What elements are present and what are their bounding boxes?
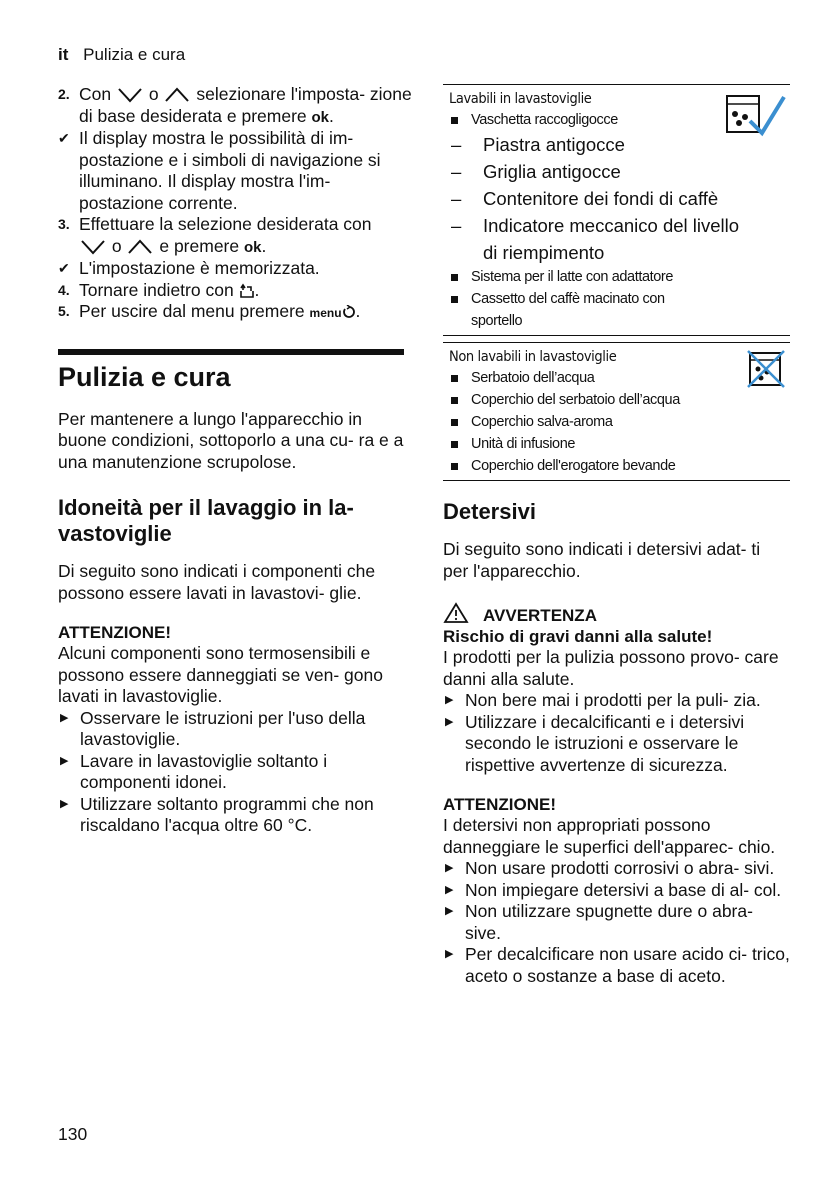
check-icon: ✔ [58,130,70,146]
sub-item: – Contenitore dei fondi di caffè [451,188,719,209]
chevron-up-icon [126,238,154,256]
right-column [443,84,790,987]
warning-icon [443,602,469,624]
list-item [443,901,790,944]
bullet-icon: ▶ [60,711,69,724]
bullet-text: Per decalcificare non usare acido ci- trico, aceto o sostanze a base di aceto. [465,944,790,986]
page-title: Pulizia e cura [58,361,231,392]
bullet-icon: ▶ [60,797,69,810]
warning-subtitle: Rischio di gravi danni alla salute! [443,627,713,646]
sub-item: – Indicatore meccanico del livello di riempimento [451,215,740,263]
attention-title: ATTENZIONE! [443,795,557,814]
dishwasher-safe-table [443,84,790,336]
list-item: Cassetto del caffè macinato con sportello [449,288,701,332]
intro-text: Per mantenere a lungo l'apparecchio in buone condizioni, sottoporlo a una cu- ra e a una manutenzione scrupolose. [58,408,404,472]
bullet-text: Lavare in lavastoviglie soltanto i componenti idonei. [80,750,328,792]
attention-text: Alcuni componenti sono termosensibili e possono essere danneggiati se ven- gono lavati in lavastoviglie. [58,643,383,706]
step-text-2: selezionare l'imposta- zione di base desiderata e premere [79,84,412,126]
step-number: 5. [58,303,70,319]
detergents-intro: Di seguito sono indicati i detersivi adat- ti per l'apparecchio. [443,539,761,581]
step-number: 4. [58,281,70,298]
warning-heading [443,602,790,626]
list-item [443,712,790,777]
check-icon: ✔ [58,260,70,276]
list-item: Vaschetta raccogligocce [449,109,790,131]
step-text: Per uscire dal menu premere [79,301,305,321]
warning-text: I prodotti per la pulizia possono provo- care danni alla salute. [443,647,779,689]
bullet-text: Non usare prodotti corrosivi o abra- sivi. [465,858,775,878]
left-column [58,84,412,837]
list-item: Coperchio salva-aroma [449,411,790,433]
bullet-text: Non utilizzare spugnette dure o abra- sive. [465,901,753,943]
attention-title: ATTENZIONE! [58,623,172,642]
section-heading-detergents: Detersivi [443,499,536,524]
table-title: Non lavabili in lavastoviglie [449,349,617,365]
back-icon [239,283,255,299]
bullet-icon: ▶ [445,715,454,728]
sub-item: – Piastra antigocce [451,134,625,155]
list-item: Coperchio dell'erogatore bevande [449,455,790,477]
result-text: Il display mostra le possibilità di im- postazione e i simboli di navigazione si illuminano. Il display mostra l'im- postazione corrente. [79,128,381,213]
sub-item-text: Indicatore meccanico del livello di riempimento [483,215,740,263]
bullet-icon: ▶ [445,694,454,706]
language-code: it [58,45,69,64]
bullet-icon: ▶ [445,905,454,917]
list-item [58,708,404,751]
step-3 [58,214,404,258]
dishwasher-intro: Di seguito sono indicati i componenti che possono essere lavati in lavastovi- glie. [58,561,376,603]
step-text: Effettuare la selezione desiderata con [79,214,372,234]
list-item [443,690,790,712]
step-end: . [261,235,267,256]
list-item [58,751,404,794]
warning-title: AVVERTENZA [483,606,597,625]
bullet-icon: ▶ [445,862,454,874]
bullet-icon: ▶ [445,948,454,960]
sub-item-text: Piastra antigocce [483,134,625,155]
bullet-text: Non bere mai i prodotti per la puli- zia. [465,690,761,710]
list-item: Serbatoio dell’acqua [449,367,790,389]
attention-text: I detersivi non appropriati possono danneggiare le superfici dell'apparec- chio. [443,815,776,857]
menu-key: menu [309,306,342,320]
title-rule [58,349,404,355]
list-item: Coperchio del serbatoio dell’acqua [449,389,790,411]
list-item [443,858,790,880]
page-header [58,45,185,65]
bullet-icon: ▶ [60,754,69,767]
list-item [443,944,790,987]
step-end: . [329,105,334,126]
list-item [443,880,790,902]
menu-cycle-icon [342,305,356,319]
section-heading-dishwasher: Idoneità per il lavaggio in la- vastoviglie [58,495,354,546]
step-text: Tornare indietro con [79,279,234,300]
list-item [58,794,404,837]
step-text: Con [79,84,112,104]
step-5 [58,301,404,325]
step-number: 2. [58,86,70,102]
table-title: Lavabili in lavastoviglie [449,91,592,107]
sub-item: – Griglia antigocce [451,161,621,182]
sub-item-text: Griglia antigocce [483,161,621,182]
step-number: 3. [58,216,70,232]
sub-item-text: Contenitore dei fondi di caffè [483,188,719,209]
step-text-2: e premere [159,235,240,256]
ok-key: ok [244,238,262,256]
bullet-icon: ▶ [445,883,454,896]
step-end: . [254,279,260,300]
page-number: 130 [58,1124,88,1144]
bullet-text: Osservare le istruzioni per l'uso della lavastoviglie. [80,707,366,749]
step-2 [58,84,414,128]
bullet-text: Non impiegare detersivi a base di al- col. [465,879,782,900]
result-2 [58,258,404,280]
not-dishwasher-safe-table [443,342,790,481]
result-1 [58,128,404,214]
list-item: Unità di infusione [449,433,790,455]
or-text: o [111,235,122,256]
header-section: Pulizia e cura [83,45,186,64]
list-item: Sistema per il latte con adattatore [449,266,790,288]
ok-key: ok [311,108,330,126]
chevron-down-icon [79,238,107,256]
bullet-text: Utilizzare i decalcificanti e i detersivi secondo le istruzioni e osservare le rispettive avvertenze di sicurezza. [465,711,745,775]
chevron-up-icon [163,86,191,104]
step-end: . [355,301,361,321]
result-text: L'impostazione è memorizzata. [79,258,320,278]
or-text: o [148,84,159,104]
bullet-text: Utilizzare soltanto programmi che non riscaldano l'acqua oltre 60 °C. [80,793,374,835]
chevron-down-icon [116,86,144,104]
step-4 [58,280,404,302]
